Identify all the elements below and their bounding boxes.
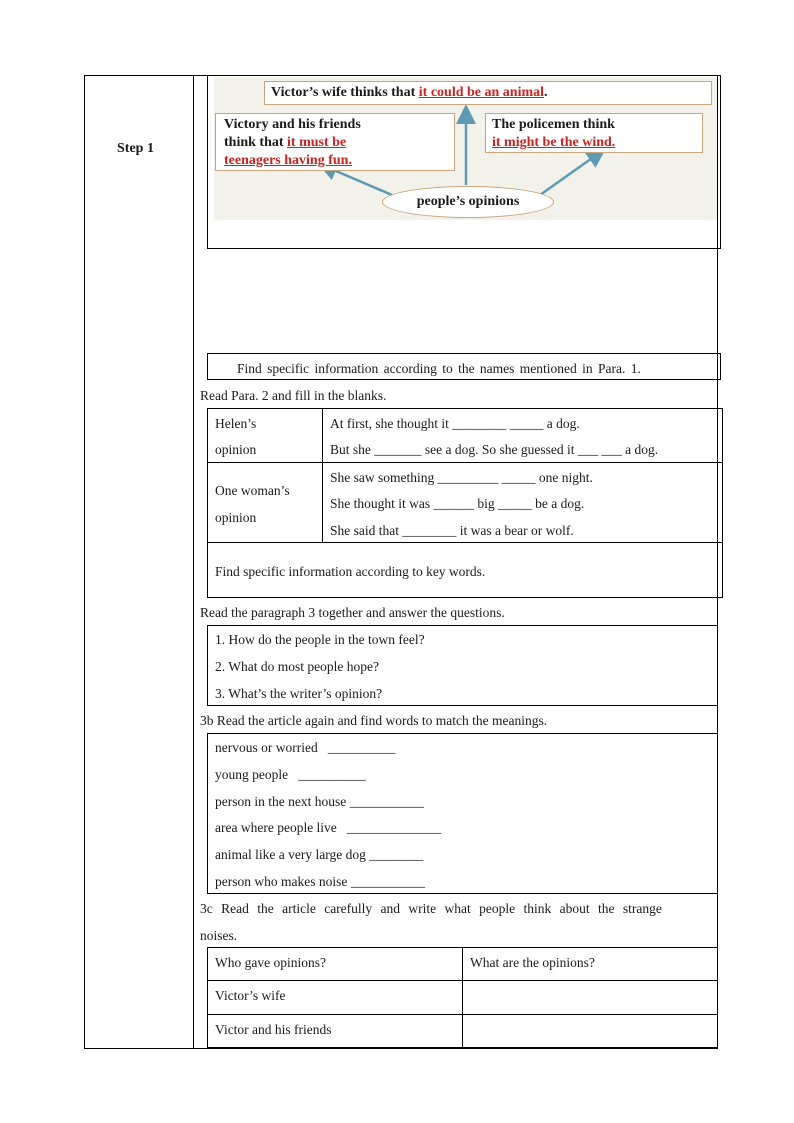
task3c-col-divider	[462, 947, 463, 1048]
helen-label-2: opinion	[215, 442, 257, 457]
para3-question-2: 2. What do most people hope?	[215, 659, 379, 674]
helen-label-1: Helen’s	[215, 416, 257, 431]
para2-col-divider	[322, 408, 323, 542]
friends-answer2: teenagers having fun.	[224, 153, 352, 168]
outer-border-bottom	[84, 1048, 718, 1049]
task3b-item-6: person who makes noise ___________	[215, 874, 425, 889]
police-opinion-box	[485, 113, 703, 153]
task3b-item-5: animal like a very large dog ________	[215, 847, 424, 862]
outer-border-left	[84, 75, 85, 1049]
task3c-row-2: Victor and his friends	[215, 1022, 332, 1037]
para2-row-divider2	[207, 542, 723, 543]
woman-label-2: opinion	[215, 510, 257, 525]
task3b-item-4: area where people live ______________	[215, 820, 442, 835]
friends-answer1: it must be	[287, 135, 347, 150]
para3-question-3: 3. What’s the writer’s opinion?	[215, 686, 383, 701]
woman-line-1: She saw something _________ _____ one night.	[330, 470, 593, 485]
center-opinions-oval: people’s opinions	[382, 186, 554, 218]
task3b-item-1: nervous or worried __________	[215, 740, 396, 755]
para3-instruction: Read the paragraph 3 together and answer the questions.	[200, 605, 505, 620]
task3b-instruction: 3b Read the article again and find words to match the meanings.	[200, 713, 548, 728]
woman-line-3: She said that ________ it was a bear or wolf.	[330, 523, 574, 538]
helen-line-2: But she _______ see a dog. So she guessed it ___ ___ a dog.	[330, 442, 659, 457]
para2-instruction: Read Para. 2 and fill in the blanks.	[200, 388, 387, 403]
helen-line-1: At first, she thought it ________ _____ a dog.	[330, 416, 580, 431]
wife-opinion-box: Victor’s wife thinks that it could be an animal.	[264, 81, 712, 105]
para3-question-1: 1. How do the people in the town feel?	[215, 632, 425, 647]
find-keywords-text: Find specific information according to key words.	[215, 564, 486, 579]
woman-label-1: One woman’s	[215, 483, 290, 498]
friends-line2-prefix: think that	[224, 135, 288, 150]
opinions-diagram	[214, 77, 717, 220]
step-label: Step 1	[117, 141, 154, 156]
wife-answer: it could be an animal	[418, 85, 545, 100]
para2-row-divider1	[207, 462, 723, 463]
find-names-text: Find specific information according to the names mentioned in Para. 1.	[237, 361, 641, 376]
arrow-to-police	[540, 151, 602, 195]
police-line1: The policemen think	[492, 117, 615, 132]
task3c-row-divider1	[207, 980, 718, 981]
task3b-item-2: young people __________	[215, 767, 366, 782]
column-divider	[193, 75, 194, 1049]
task3c-header-what: What are the opinions?	[470, 955, 595, 970]
task3c-row-1: Victor’s wife	[215, 988, 286, 1003]
police-answer: it might be the wind.	[492, 135, 616, 150]
task3c-instruction-line1: 3c Read the article carefully and write what people think about the strange	[200, 901, 662, 916]
friends-line1: Victory and his friends	[224, 117, 361, 132]
task3c-header-who: Who gave opinions?	[215, 955, 326, 970]
task3b-item-3: person in the next house ___________	[215, 794, 424, 809]
woman-line-2: She thought it was ______ big _____ be a dog.	[330, 496, 585, 511]
task3c-instruction-line2: noises.	[200, 928, 238, 943]
friends-opinion-box	[215, 113, 455, 171]
task3c-row-divider2	[207, 1014, 718, 1015]
wife-prefix: Victor’s wife thinks that	[271, 85, 419, 100]
task3b-box	[207, 733, 718, 894]
